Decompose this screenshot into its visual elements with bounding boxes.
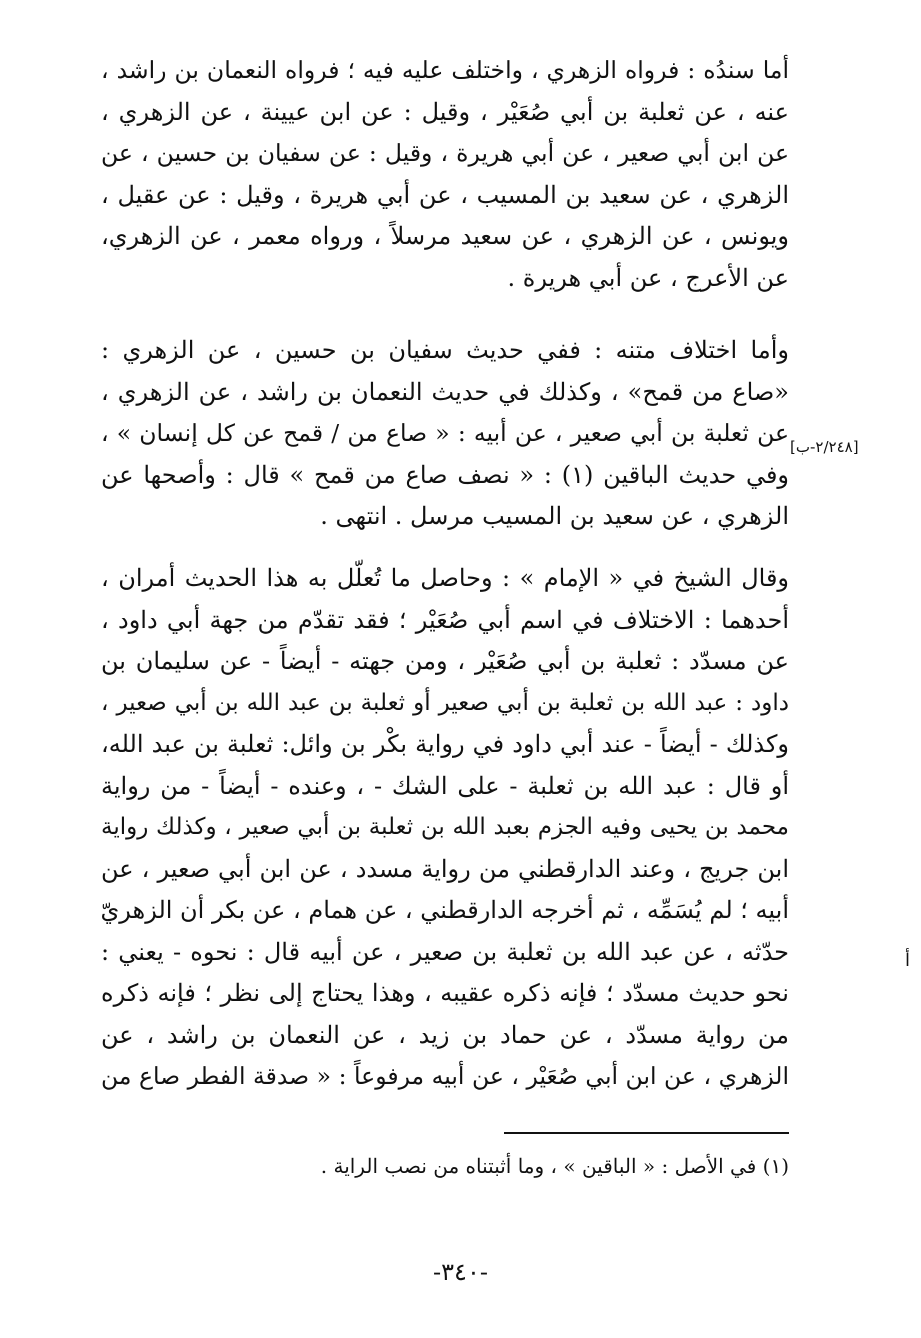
text-line: الزهري ، عن ابن أبي صُعَيْر ، عن أبيه مرفوعاً : « صدقة الفطر صاع من	[101, 1062, 789, 1090]
footnote-divider	[504, 1132, 789, 1134]
text-line: نحو حديث مسدّد ؛ فإنه ذكره عقيبه ، وهذا يحتاج إلى نظر ؛ فإنه ذكره	[101, 979, 789, 1007]
manuscript-folio-note: [٢/٢٤٨-ب]	[790, 438, 859, 456]
text-line: داود : عبد الله بن ثعلبة بن أبي صعير أو ثعلبة بن عبد الله بن أبي صعير ،	[101, 689, 789, 716]
text-line: الزهري ، عن سعيد بن المسيب مرسل . انتهى .	[320, 502, 789, 530]
text-line: عن الأعرج ، عن أبي هريرة .	[507, 263, 789, 292]
page-number: -٣٤٠-	[433, 1258, 488, 1286]
text-line: ويونس ، عن الزهري ، عن سعيد مرسلاً ، ورواه معمر ، عن الزهري،	[101, 222, 789, 250]
text-line: حدّثه ، عن عبد الله بن ثعلبة بن صعير ، عن أبيه قال : نحوه - يعني :	[101, 937, 789, 966]
text-line: وأما اختلاف متنه : ففي حديث سفيان بن حسين ، عن الزهري :	[101, 336, 789, 364]
paragraph-matn	[101, 330, 789, 538]
text-line: من رواية مسدّد ، عن حماد بن زيد ، عن النعمان بن راشد ، عن	[101, 1020, 789, 1049]
text-line: أحدهما : الاختلاف في اسم أبي صُعَيْر ؛ فقد تقدّم من جهة أبي داود ،	[101, 605, 789, 634]
paragraph-isnad	[101, 50, 789, 299]
text-line: أبيه ؛ لم يُسَمِّه ، ثم أخرجه الدارقطني ، عن همام ، عن بكر أن الزهريّ	[100, 896, 789, 924]
text-line: أما سندُه : فرواه الزهري ، واختلف عليه فيه ؛ فرواه النعمان بن راشد ،	[101, 56, 789, 84]
text-line: ابن جريج ، وعند الدارقطني من رواية مسدد ، عن ابن أبي صعير ، عن	[101, 854, 789, 883]
text-line: محمد بن يحيى وفيه الجزم بعبد الله بن ثعلبة بن أبي صعير ، وكذلك رواية	[101, 814, 789, 840]
paragraph-imam	[101, 558, 789, 1098]
text-line: الزهري ، عن سعيد بن المسيب ، عن أبي هريرة ، وقيل : عن عقيل ،	[101, 180, 789, 209]
footnote: (١) في الأصل : « الباقين » ، وما أثبتناه من نصب الراية .	[320, 1154, 789, 1178]
text-line: «صاع من قمح» ، وكذلك في حديث النعمان بن راشد ، عن الزهري ،	[101, 377, 789, 406]
text-line: عن ثعلبة بن أبي صعير ، عن أبيه : « صاع من / قمح عن كل إنسان » ،	[101, 419, 789, 447]
text-line: وكذلك - أيضاً - عند أبي داود في رواية بكْر بن وائل: ثعلبة بن عبد الله،	[101, 730, 789, 758]
text-line: عنه ، عن ثعلبة بن أبي صُعَيْر ، وقيل : عن ابن عيينة ، عن الزهري ،	[101, 97, 789, 126]
text-line: وفي حديث الباقين (١) : « نصف صاع من قمح » قال : وأصحها عن	[101, 460, 790, 489]
text-line: عن ابن أبي صعير ، عن أبي هريرة ، وقيل : عن سفيان بن حسين ، عن	[101, 139, 789, 167]
text-line: عن مسدّد : ثعلبة بن أبي صُعَيْر ، ومن جهته - أيضاً - عن سليمان بن	[101, 647, 789, 675]
text-line: أو قال : عبد الله بن ثعلبة - على الشك - ، وعنده - أيضاً - من رواية	[101, 771, 789, 800]
margin-mark: أ	[905, 950, 911, 971]
text-line: وقال الشيخ في « الإمام » : وحاصل ما تُعلّل به هذا الحديث أمران ،	[101, 564, 789, 592]
